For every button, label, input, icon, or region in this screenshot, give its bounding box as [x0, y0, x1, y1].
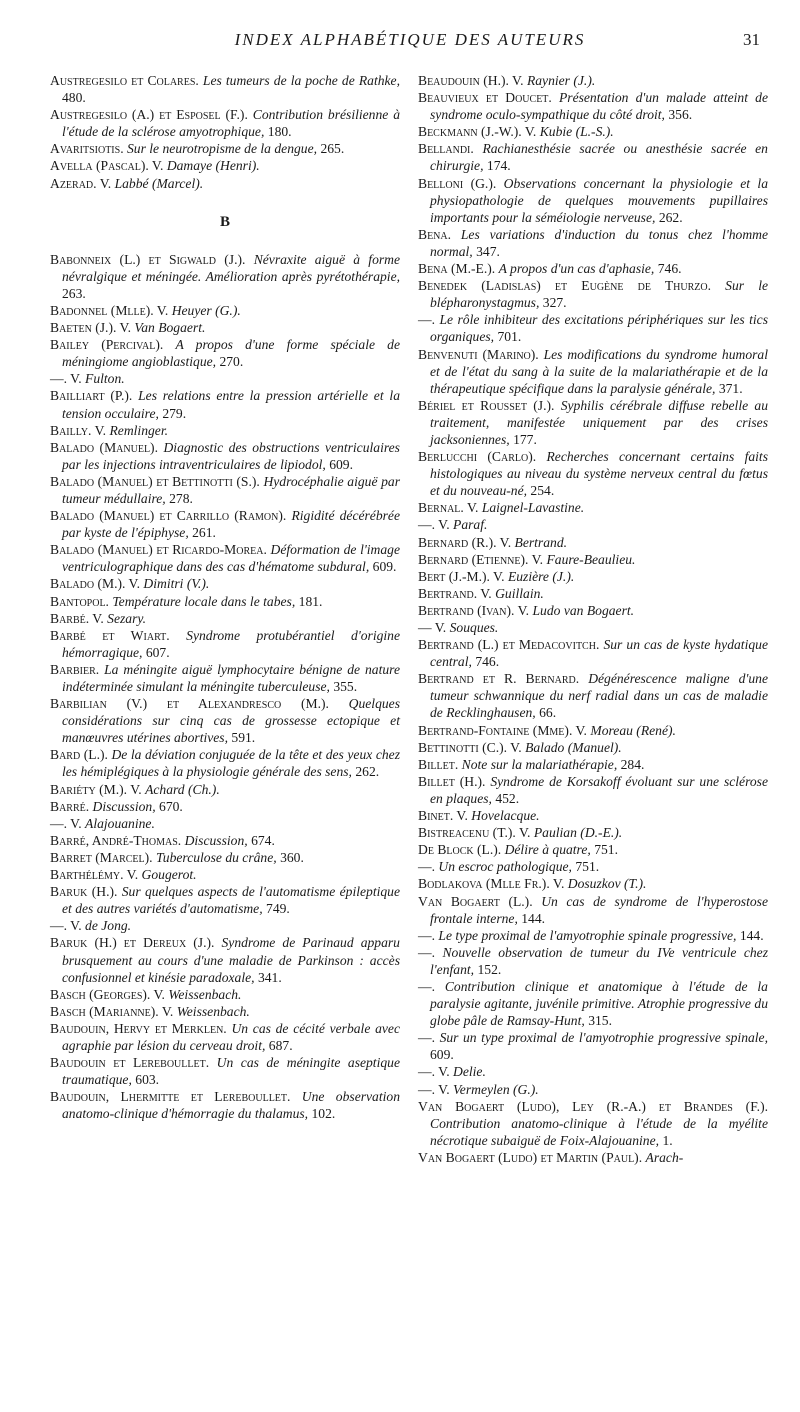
entry-title: Labbé (Marcel). [114, 175, 204, 191]
index-entry [50, 815, 400, 832]
index-entry [50, 422, 400, 439]
entry-title: Balado (Manuel). [525, 739, 622, 755]
entry-author: —. V. [50, 371, 82, 387]
entry-page-ref: 674. [251, 832, 275, 848]
index-entry [50, 157, 400, 174]
entry-author: —. V. [418, 1081, 450, 1097]
index-entry [418, 89, 768, 123]
entry-page-ref: 263. [62, 285, 86, 301]
page-number: 31 [743, 30, 760, 49]
entry-page-ref: 341. [257, 969, 282, 985]
entry-author: —. [418, 978, 435, 994]
right-column [418, 72, 768, 1166]
index-entry [418, 824, 768, 841]
index-entry [50, 866, 400, 883]
index-entry [50, 251, 400, 302]
entry-page-ref: 144. [521, 910, 546, 926]
entry-title: Les modifications du syndrome humoral et de l'état du sang à la suite de la malariathérapie et de la thérapeutique spécifique dans la paralysie générale, [430, 346, 768, 396]
index-entry [418, 448, 768, 499]
entry-title: Fulton. [85, 371, 125, 387]
entry-title: Sur un type proximal de l'amyotrophie progressive spinale, [439, 1030, 768, 1046]
index-entry [50, 439, 400, 473]
index-entry [418, 670, 768, 721]
index-entry [50, 507, 400, 541]
entry-author: Bantopol. [50, 593, 109, 609]
entry-author: Azerad. V. [50, 175, 112, 191]
entry-title: Alajouanine. [85, 815, 155, 831]
entry-title: Weissenbach. [168, 986, 242, 1002]
entry-title: Kubie (L.-S.). [539, 124, 614, 140]
entry-page-ref: 181. [298, 593, 323, 609]
index-entry [418, 516, 768, 533]
entry-author: Bailliart (P.). [50, 388, 133, 404]
index-entry [418, 568, 768, 585]
entry-author: Bernal. V. [418, 500, 479, 516]
entry-page-ref: 1. [662, 1132, 673, 1148]
entry-page-ref: 751. [575, 859, 600, 875]
entry-author: Binet. V. [418, 808, 468, 824]
entry-author: Bariéty (M.). V. [50, 781, 142, 797]
entry-page-ref: 452. [495, 790, 520, 806]
entry-title: Hovelacque. [471, 808, 540, 824]
entry-page-ref: 347. [476, 243, 500, 259]
entry-author: Bailly. V. [50, 422, 107, 438]
index-entry [50, 798, 400, 815]
entry-page-ref: 327. [542, 295, 567, 311]
entry-page-ref: 152. [477, 961, 502, 977]
index-entry [418, 311, 768, 345]
entry-title: Nouvelle observation de tumeur du IVe ventricule chez l'enfant, [430, 944, 768, 977]
entry-author: Badonnel (Mlle). V. [50, 302, 169, 318]
entry-author: Benedek (Ladislas) et Eugène de Thurzo. [418, 278, 712, 294]
entry-author: Baruk (H.) et Dereux (J.). [50, 935, 215, 951]
entry-author: —. V. [50, 815, 82, 831]
entry-title: De la déviation conjuguée de la tête et des yeux chez les hémiplégiques à la physiologie générale des sens, [62, 747, 401, 780]
entry-title: Recherches concernant certains faits histologiques au niveau du système nerveux central du fœtus et du nouveau-né, [430, 449, 768, 499]
entry-page-ref: 746. [657, 261, 682, 277]
entry-author: Bériel et Rousset (J.). [418, 397, 555, 413]
entry-page-ref: 480. [62, 90, 86, 106]
index-entry [418, 585, 768, 602]
entry-title: Achard (Ch.). [145, 781, 220, 797]
entry-title: Contribution anatomo-clinique à l'étude de la myélite nécrotique subaiguë de Foix-Alajouanine, [430, 1115, 768, 1148]
index-entry [418, 619, 768, 636]
section-letter: B [219, 213, 230, 230]
entry-page-ref: 144. [739, 927, 764, 943]
index-entry [418, 722, 768, 739]
index-entry [50, 387, 400, 421]
entry-author: Benvenuti (Marino). [418, 346, 539, 362]
index-entry [418, 1098, 768, 1149]
entry-page-ref: 591. [231, 730, 256, 746]
index-entry [50, 473, 400, 507]
entry-author: —. [418, 944, 435, 960]
entry-author: Basch (Georges). V. [50, 986, 165, 1002]
entry-author: —. V. [50, 918, 82, 934]
entry-author: Basch (Marianne). V. [50, 1003, 174, 1019]
entry-page-ref: 371. [718, 380, 743, 396]
index-entry [50, 1020, 400, 1054]
entry-title: Un cas de méningite aseptique traumatique, [62, 1055, 400, 1088]
entry-title: Syphilis cérébrale diffuse rebelle au traitement, manifestée uniquement par des crises jacksoniennes, [430, 397, 768, 447]
entry-author: Avaritsiotis. [50, 141, 124, 157]
entry-author: Austregesilo (A.) et Esposel (F.). [50, 107, 248, 123]
entry-page-ref: 279. [162, 405, 187, 421]
index-entry [418, 1149, 768, 1166]
entry-title: Contribution clinique et anatomique à l'étude de la paralysie agitante, juvénile primitive. Atrophie progressive du globe pâle de Ramsay-Hunt, [430, 978, 768, 1029]
entry-title: Un cas de syndrome de l'hyperostose frontale interne, [430, 893, 768, 926]
entry-author: Bodlakova (Mlle Fr.). V. [418, 876, 565, 892]
entry-title: Rigidité décérébrée par kyste de l'épiphyse, [62, 508, 400, 541]
entry-author: Baruk (H.). [50, 884, 118, 900]
entry-title: Une observation anatomo-clinique d'hémorragie du thalamus, [62, 1089, 400, 1122]
entry-title: Diagnostic des obstructions ventriculaires par les injections intraventriculaires de lipiodol, [62, 439, 400, 472]
entry-page-ref: 687. [268, 1037, 293, 1053]
entry-author: Van Bogaert (L.). [418, 893, 533, 909]
index-entry [50, 627, 400, 661]
entry-page-ref: 262. [355, 764, 380, 780]
entry-author: Bert (J.-M.). V. [418, 568, 505, 584]
entry-title: Hydrocéphalie aiguë par tumeur médullaire, [62, 473, 400, 506]
entry-author: —. V. [418, 1064, 450, 1080]
entry-page-ref: 670. [159, 798, 183, 814]
entry-author: Baudouin, Hervy et Merklen. [50, 1020, 227, 1036]
entry-title: Dosuzkov (T.). [567, 876, 647, 892]
running-title: INDEX ALPHABÉTIQUE DES AUTEURS [234, 30, 586, 49]
entry-title: Sur un cas de kyste hydatique central, [430, 637, 768, 670]
entry-author: Barré. [50, 798, 90, 814]
entry-author: Austregesilo et Colares. [50, 73, 199, 88]
index-entry [418, 1029, 768, 1063]
index-entry [418, 226, 768, 260]
index-entry [418, 499, 768, 516]
entry-title: Tuberculose du crâne, [155, 849, 277, 865]
entry-author: Barthélémy. V. [50, 867, 139, 883]
entry-title: Discussion, [184, 832, 248, 848]
index-entry [50, 541, 400, 575]
entry-author: —. V. [418, 517, 450, 533]
entry-title: Faure-Beaulieu. [546, 551, 636, 567]
entry-page-ref: 609. [329, 456, 353, 472]
entry-title: Observations concernant la physiologie et la physiopathologie de quelques mouvements pupillaires importants pour la séméiologie nerveuse, [430, 175, 768, 225]
entry-title: de Jong. [85, 918, 132, 934]
entry-title: Vermeylen (G.). [453, 1081, 539, 1097]
index-entry [418, 927, 768, 944]
index-entry [418, 140, 768, 174]
index-entry [50, 1003, 400, 1020]
entry-author: Balado (Manuel) et Ricardo-Morea. [50, 542, 267, 558]
entry-title: Syndrome de Korsakoff évoluant sur une sclérose en plaques, [430, 773, 768, 806]
entry-page-ref: 315. [588, 1013, 612, 1029]
entry-author: —. [418, 927, 435, 943]
entry-title: Quelques considérations sur cinq cas de grossesse ectopique et manœuvres utérines abortives, [62, 696, 400, 746]
index-entry [418, 858, 768, 875]
index-entry [50, 175, 400, 192]
entry-title: Damaye (Henri). [166, 158, 260, 174]
entry-title: La méningite aiguë lymphocytaire bénigne de nature indéterminée simulant la méningite tuberculeuse, [62, 661, 400, 694]
entry-author: Van Bogaert (Ludo) et Martin (Paul). [418, 1149, 643, 1165]
entry-title: Le type proximal de l'amyotrophie spinale progressive, [438, 927, 737, 943]
entry-author: Bernard (R.). V. [418, 534, 512, 550]
entry-author: Barbé et Wiart. [50, 627, 170, 643]
entry-author: Barbier. [50, 661, 100, 677]
entry-page-ref: 270. [219, 354, 244, 370]
index-entry [50, 370, 400, 387]
entry-title: Les relations entre la pression artérielle et la tension occulaire, [62, 388, 400, 421]
entry-title: Delie. [453, 1064, 486, 1080]
entry-author: Bellandi. [418, 141, 474, 157]
entry-page-ref: 102. [311, 1106, 336, 1122]
index-entry [418, 260, 768, 277]
entry-author: Baudouin, Lhermitte et Lereboullet. [50, 1089, 291, 1105]
entry-title: Un cas de cécité verbale avec agraphie par lésion du cerveau droit, [62, 1020, 400, 1053]
index-entry [418, 72, 768, 89]
entry-author: Baudouin et Lereboullet. [50, 1055, 210, 1071]
left-column [50, 72, 400, 1122]
entry-author: —. [418, 859, 435, 875]
entry-title: Paraf. [453, 517, 488, 533]
index-entry [50, 336, 400, 370]
entry-title: Guillain. [495, 585, 544, 601]
index-entry [50, 832, 400, 849]
entry-page-ref: 261. [192, 525, 216, 541]
entry-author: —. [418, 312, 435, 328]
entry-title: Note sur la malariathérapie, [461, 756, 618, 772]
entry-page-ref: 609. [372, 559, 397, 575]
entry-page-ref: 355. [333, 679, 358, 694]
index-entry [418, 534, 768, 551]
entry-author: Berlucchi (Carlo). [418, 449, 537, 465]
entry-page-ref: 603. [135, 1072, 160, 1088]
entry-author: Belloni (G.). [418, 175, 497, 191]
entry-author: Balado (M.). V. [50, 576, 141, 592]
entry-title: Laignel-Lavastine. [481, 500, 585, 516]
entry-title: Euzière (J.). [507, 568, 575, 584]
entry-page-ref: 66. [539, 705, 557, 721]
entry-title: Sur le neurotropisme de la dengue, [127, 141, 318, 157]
index-entry [418, 1063, 768, 1080]
entry-title: Sur quelques aspects de l'automatisme épileptique et des autres variétés d'automatisme, [62, 884, 401, 917]
index-entry [50, 610, 400, 627]
entry-title: Un escroc pathologique, [438, 859, 572, 875]
entry-page-ref: 180. [267, 124, 292, 140]
entry-page-ref: 607. [145, 644, 170, 660]
entry-author: Bard (L.). [50, 747, 108, 763]
index-entry [50, 849, 400, 866]
entry-page-ref: 609. [430, 1047, 454, 1063]
entry-author: Billet. [418, 756, 459, 772]
index-entry [50, 661, 400, 695]
entry-author: Bertrand (Ivan). V. [418, 602, 530, 618]
entry-title: Raynier (J.). [526, 73, 596, 88]
entry-author: Bena. [418, 226, 452, 242]
entry-author: Van Bogaert (Ludo), Ley (R.-A.) et Brandes (F.). [418, 1098, 768, 1114]
entry-title: Van Bogaert. [134, 320, 206, 336]
entry-author: Bistreacenu (T.). V. [418, 825, 531, 841]
entry-page-ref: 177. [513, 431, 537, 447]
index-entry [50, 106, 400, 140]
entry-author: Billet (H.). [418, 773, 486, 789]
entry-title: Névraxite aiguë à forme névralgique et méningée. Amélioration après pyrétothérapie, [62, 251, 401, 284]
entry-author: Balado (Manuel) et Carrillo (Ramon). [50, 508, 287, 524]
entry-title: Ludo van Bogaert. [532, 602, 635, 618]
index-entry [418, 175, 768, 226]
entry-title: Souques. [449, 620, 499, 635]
entry-page-ref: 284. [620, 756, 645, 772]
entry-author: Balado (Manuel) et Bettinotti (S.). [50, 473, 260, 489]
entry-title: Heuyer (G.). [171, 302, 241, 318]
index-entry [418, 841, 768, 858]
entry-title: Moreau (René). [590, 722, 676, 738]
index-entry [418, 123, 768, 140]
entry-title: Les variations d'induction du tonus chez l'homme normal, [430, 226, 768, 259]
index-entry [50, 140, 400, 157]
entry-author: Bertrand-Fontaine (Mme). V. [418, 722, 587, 738]
entry-author: Bernard (Etienne). V. [418, 551, 544, 567]
entry-page-ref: 749. [266, 901, 290, 917]
entry-title: Syndrome de Parinaud apparu brusquement au cours d'une maladie de Parkinson : accès confusionnel et kinésie paradoxale, [62, 935, 400, 985]
entry-title: A propos d'une forme spéciale de méningiome angioblastique, [62, 337, 400, 370]
index-entry [50, 72, 400, 106]
entry-author: Barbé. V. [50, 610, 104, 626]
entry-page-ref: 360. [280, 849, 304, 865]
entry-author: Balado (Manuel). [50, 439, 158, 455]
index-entry [50, 917, 400, 934]
index-entry [418, 346, 768, 397]
entry-title: Dégénérescence maligne d'une tumeur schwannique du nerf radial dans un cas de maladie de Recklinghausen, [430, 671, 768, 721]
entry-author: Bailey (Percival). [50, 337, 164, 353]
index-entry [50, 1054, 400, 1088]
entry-author: Barbilian (V.) et Alexandresco (M.). [50, 696, 329, 712]
entry-title: Les tumeurs de la poche de Rathke, [202, 73, 400, 88]
entry-page-ref: 174. [486, 158, 511, 174]
entry-author: Barret (Marcel). [50, 849, 153, 865]
entry-title: Remlinger. [109, 422, 169, 438]
entry-title: Contribution brésilienne à l'étude de la sclérose amyotrophique, [62, 107, 400, 140]
entry-title: Rachianesthésie sacrée ou anesthésie sacrée en chirurgie, [430, 141, 768, 174]
index-entry [418, 1081, 768, 1098]
entry-author: De Block (L.). [418, 842, 502, 858]
entry-author: Beauvieux et Doucet. [418, 90, 552, 106]
index-entry [50, 934, 400, 985]
entry-author: Bertrand. V. [418, 585, 492, 601]
index-entry [418, 893, 768, 927]
entry-title: Weissenbach. [176, 1003, 250, 1019]
page-header [0, 30, 800, 54]
entry-title: Sezary. [107, 610, 147, 626]
entry-title: Bertrand. [514, 534, 568, 550]
entry-page-ref: 356. [668, 107, 693, 123]
entry-title: Syndrome protubérantiel d'origine hémorragique, [62, 627, 400, 660]
entry-title: Présentation d'un malade atteint de syndrome oculo-sympathique du côté droit, [430, 90, 768, 123]
entry-title: Déformation de l'image ventriculographique dans des cas d'hématome subdural, [62, 542, 400, 575]
index-entry [50, 986, 400, 1003]
entry-author: Beaudouin (H.). V. [418, 73, 524, 88]
index-entry [418, 756, 768, 773]
index-entry [418, 636, 768, 670]
entry-page-ref: 254. [530, 483, 555, 499]
entry-title: Arach- [645, 1149, 684, 1165]
entry-page-ref: 746. [475, 654, 500, 670]
index-entry [50, 593, 400, 610]
index-entry [50, 781, 400, 798]
index-entry [50, 695, 400, 746]
entry-author: Barré, André-Thomas. [50, 832, 182, 848]
index-entry [418, 277, 768, 311]
index-entry [50, 883, 400, 917]
entry-title: Délire à quatre, [504, 842, 591, 858]
entry-title: Dimitri (V.). [143, 576, 210, 592]
entry-page-ref: 265. [320, 141, 345, 157]
entry-title: Discussion, [92, 798, 156, 814]
entry-author: —. [418, 1030, 435, 1046]
index-entry [50, 302, 400, 319]
index-entry [418, 739, 768, 756]
entry-author: Avella (Pascal). V. [50, 158, 164, 174]
index-entry [418, 807, 768, 824]
entry-page-ref: 278. [169, 490, 193, 506]
index-entry [50, 1088, 400, 1122]
index-entry [418, 875, 768, 892]
entry-author: Bertrand et R. Bernard. [418, 671, 580, 687]
index-entry [418, 978, 768, 1029]
entry-author: Beckmann (J.-W.). V. [418, 124, 537, 140]
entry-page-ref: 701. [497, 329, 522, 345]
index-entry [50, 575, 400, 592]
index-entry [418, 944, 768, 978]
entry-title: Gougerot. [141, 867, 197, 883]
index-entry [418, 551, 768, 568]
index-entry [418, 397, 768, 448]
entry-title: Température locale dans le tabes, [112, 593, 296, 609]
entry-page-ref: 262. [658, 209, 683, 225]
entry-page-ref: 751. [594, 842, 618, 858]
entry-title: A propos d'un cas d'aphasie, [498, 261, 655, 277]
entry-author: Babonneix (L.) et Sigwald (J.). [50, 251, 246, 267]
index-entry [418, 602, 768, 619]
entry-author: Baeten (J.). V. [50, 320, 131, 336]
index-entry [418, 773, 768, 807]
entry-author: Bertrand (L.) et Medacovitch. [418, 637, 600, 653]
entry-author: — V. [418, 620, 447, 635]
entry-title: Le rôle inhibiteur des excitations périphériques sur les tics organiques, [430, 312, 768, 345]
entry-title: Sur le blépharonystagmus, [430, 278, 769, 311]
index-entry [50, 746, 400, 780]
entry-title: Paulian (D.-E.). [533, 825, 623, 841]
entry-author: Bena (M.-E.). [418, 261, 496, 277]
index-entry [50, 319, 400, 336]
entry-author: Bettinotti (C.). V. [418, 739, 522, 755]
